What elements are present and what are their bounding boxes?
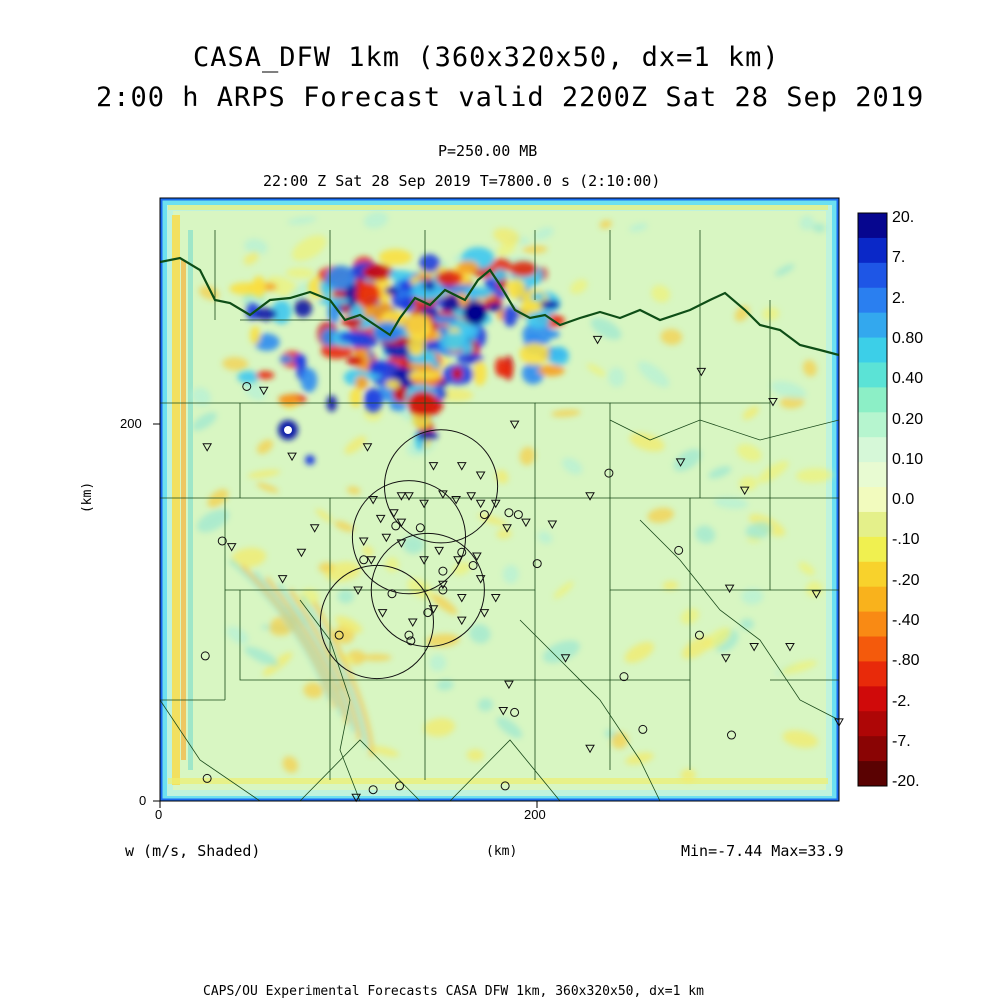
colorbar-label: 7. [892, 249, 906, 267]
convective-cell [519, 343, 549, 365]
convective-cell [237, 371, 259, 383]
convective-cell [540, 300, 559, 309]
colorbar-segment [858, 462, 887, 487]
convective-cell [379, 249, 412, 265]
convective-cell [279, 395, 300, 406]
colorbar-segment [858, 686, 887, 711]
y-axis-label: (km) [80, 481, 96, 514]
updraft-core [305, 455, 315, 465]
convective-cell [549, 346, 569, 366]
convective-cell [372, 322, 402, 343]
convective-cell [408, 371, 441, 381]
updraft-core-center [284, 426, 292, 434]
colorbar-segment [858, 537, 887, 562]
convective-cell [350, 388, 362, 407]
convective-cell [250, 326, 260, 344]
colorbar-segment [858, 263, 887, 288]
colorbar-segment [858, 387, 887, 412]
colorbar-segment [858, 711, 887, 736]
colorbar-segment [858, 637, 887, 662]
convective-cell [510, 262, 537, 277]
convective-cell [301, 368, 318, 392]
convective-cell [417, 431, 438, 440]
colorbar-segment [858, 437, 887, 462]
convective-cell [388, 270, 412, 281]
convective-cell [407, 334, 425, 356]
convective-cell [527, 312, 551, 329]
updraft-core [294, 354, 306, 366]
y-tick-0: 0 [139, 793, 147, 808]
valid-time: 22:00 Z Sat 28 Sep 2019 T=7800.0 s (2:10:00) [263, 172, 661, 190]
convective-cell [355, 282, 381, 307]
convective-cell [363, 264, 392, 281]
convective-cell [350, 337, 378, 349]
colorbar-label: 0.20 [892, 410, 924, 428]
title-line-1: CASA_DFW 1km (360x320x50, dx=1 km) [193, 42, 780, 73]
field-label: w (m/s, Shaded) [125, 842, 261, 860]
x-tick-200: 200 [524, 807, 546, 822]
convective-cell [473, 361, 487, 386]
convective-cell [294, 300, 312, 317]
min-max-stats: Min=-7.44 Max=33.9 [681, 842, 844, 860]
convective-cell [364, 388, 383, 413]
pressure-level: P=250.00 MB [438, 142, 538, 160]
convective-cell [327, 395, 337, 411]
title-line-2: 2:00 h ARPS Forecast valid 2200Z Sat 28 Sep 2019 [96, 82, 925, 113]
colorbar-label: 20. [892, 209, 915, 226]
colorbar-segment [858, 512, 887, 537]
colorbar-segment [858, 562, 887, 587]
colorbar-label: -7. [892, 732, 911, 750]
convective-cell [531, 293, 544, 301]
convective-cell [488, 303, 502, 312]
footer-credit: CAPS/OU Experimental Forecasts CASA DFW 1km, 360x320x50, dx=1 km [203, 984, 704, 999]
colorbar-segment [858, 487, 887, 512]
updraft-core [463, 301, 487, 325]
colorbar-segment [858, 288, 887, 313]
colorbar-segment [858, 213, 887, 238]
colorbar-segment [858, 587, 887, 612]
convective-cell [256, 371, 274, 379]
convective-cell [424, 280, 435, 290]
colorbar-segment [858, 736, 887, 761]
colorbar-segment [858, 412, 887, 437]
colorbar-label: 0.10 [892, 450, 924, 468]
colorbar-label: -2. [892, 692, 911, 710]
x-axis-label: (km) [486, 844, 518, 859]
colorbar-label: -.80 [892, 652, 920, 670]
convective-cell [385, 380, 400, 389]
colorbar-segment [858, 238, 887, 263]
convective-cell [368, 360, 388, 374]
convective-cell [355, 376, 368, 390]
colorbar-label: 0.0 [892, 491, 915, 509]
colorbar-label: -.40 [892, 612, 920, 629]
colorbar-segment [858, 761, 887, 786]
convective-cell [252, 276, 266, 298]
convective-cell [436, 270, 463, 286]
colorbar-label: -.10 [892, 531, 920, 549]
colorbar-label: -.20 [892, 571, 920, 589]
convective-cell [457, 261, 479, 274]
convective-cell [347, 356, 363, 366]
convective-cell [499, 364, 513, 377]
y-tick-200: 200 [120, 416, 142, 431]
convective-cell [548, 330, 559, 338]
colorbar-segment [858, 661, 887, 686]
convective-cell [279, 355, 292, 363]
wave-patch [361, 654, 391, 661]
convective-cell [452, 367, 462, 380]
convective-cell [385, 286, 398, 295]
colorbar-label: 0.80 [892, 329, 924, 347]
convective-cell [433, 315, 458, 324]
colorbar [858, 213, 887, 787]
convective-cell [439, 332, 470, 350]
x-tick-0: 0 [155, 807, 163, 822]
colorbar-segment [858, 362, 887, 387]
colorbar-segment [858, 612, 887, 637]
convective-cell [419, 254, 439, 272]
colorbar-segment [858, 338, 887, 363]
convective-cell [538, 365, 565, 377]
colorbar-segment [858, 313, 887, 338]
colorbar-label: 0.40 [892, 370, 924, 388]
convective-cell [507, 279, 526, 299]
colorbar-label: 2. [892, 289, 906, 307]
w-field-shading [160, 198, 839, 801]
colorbar-label: -20. [892, 773, 920, 791]
